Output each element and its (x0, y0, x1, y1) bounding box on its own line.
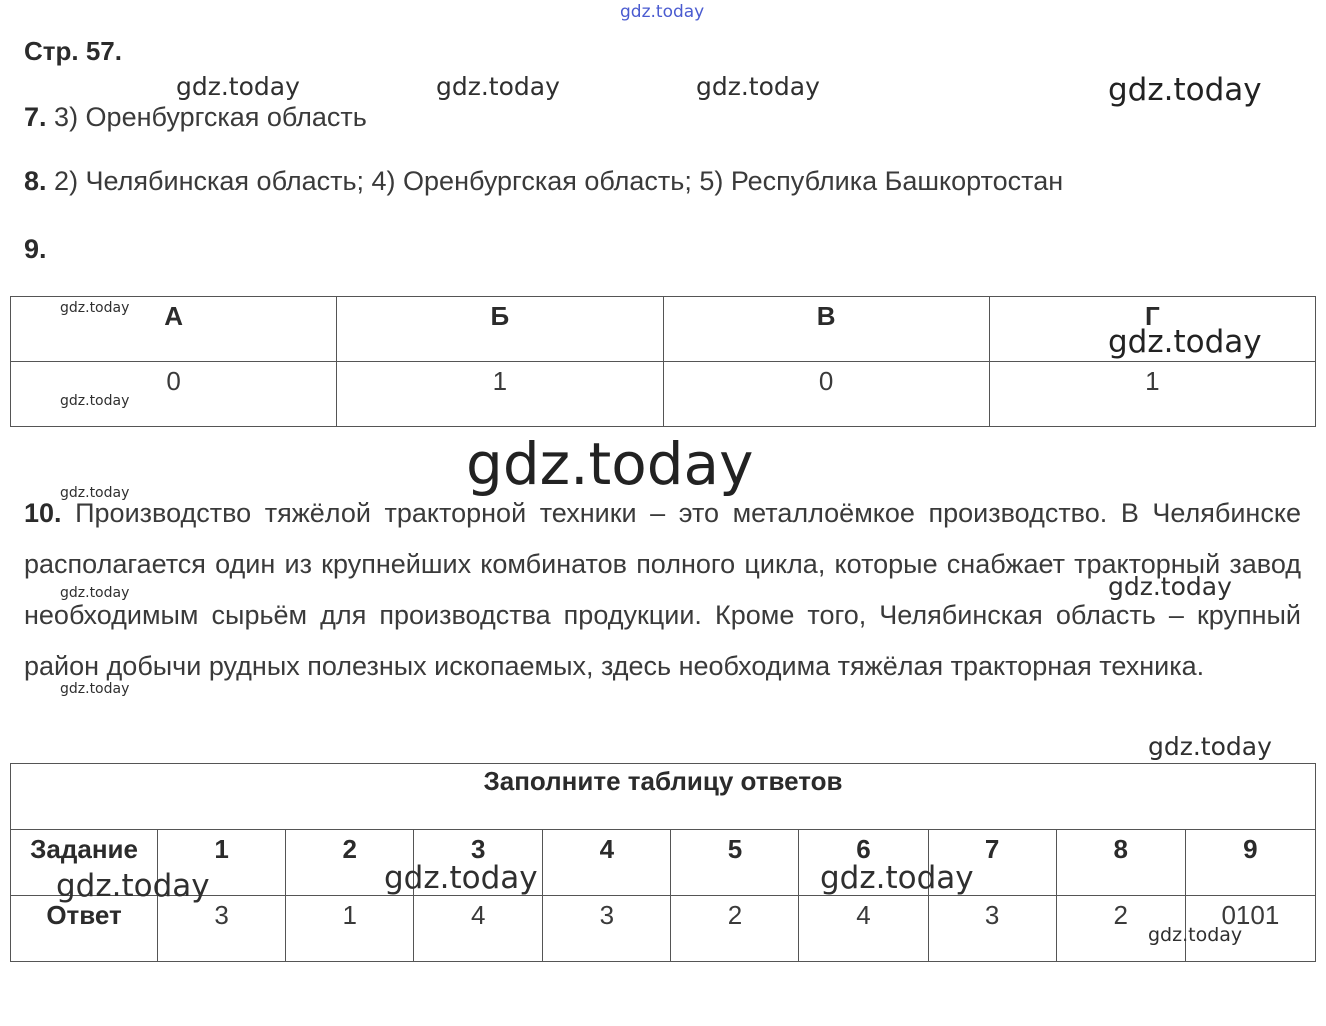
watermark: gdz.today (60, 393, 130, 409)
answer-cell: 1 (286, 896, 414, 962)
task-cell: 5 (671, 830, 799, 896)
answer-8 (24, 166, 1063, 197)
answer-9-value-cell: 0 (663, 362, 989, 427)
answer-cell: 0101 (1185, 896, 1315, 962)
watermark: gdz.today (466, 430, 754, 498)
answer-7-text: 3) Оренбургская область (54, 102, 367, 132)
answer-cell: 3 (928, 896, 1056, 962)
task-cell: 8 (1056, 830, 1185, 896)
answer-9-header-cell: А (11, 297, 337, 362)
answer-9-value-cell: 1 (337, 362, 663, 427)
watermark: gdz.today (1148, 732, 1272, 761)
task-cell: 1 (158, 830, 286, 896)
watermark: gdz.today (60, 681, 130, 697)
watermark: gdz.today (56, 868, 210, 904)
answer-10-number: 10. (24, 498, 62, 528)
watermark: gdz.today (820, 860, 974, 896)
watermark: gdz.today (60, 585, 130, 601)
answer-7-number: 7. (24, 102, 47, 132)
answer-9-table (10, 296, 1316, 427)
answer-table-title-row (11, 764, 1316, 830)
watermark: gdz.today (696, 72, 820, 101)
answer-9-header-cell: Б (337, 297, 663, 362)
task-cell: 7 (928, 830, 1056, 896)
watermark: gdz.today (60, 300, 130, 316)
watermark: gdz.today (1108, 572, 1232, 601)
answer-9-header-cell: Г (989, 297, 1315, 362)
answer-summary-table (10, 763, 1316, 962)
watermark: gdz.today (436, 72, 560, 101)
answer-row-label: Ответ (11, 896, 158, 962)
answer-cell: 2 (671, 896, 799, 962)
answer-8-number: 8. (24, 166, 47, 196)
watermark: gdz.today (384, 860, 538, 896)
answer-9-header-cell: В (663, 297, 989, 362)
watermark: gdz.today (620, 2, 705, 22)
answer-9-number: 9. (24, 234, 47, 264)
task-cell: 6 (799, 830, 928, 896)
answer-cell: 3 (158, 896, 286, 962)
task-cell: 2 (286, 830, 414, 896)
watermark: gdz.today (176, 72, 300, 101)
task-cell: 9 (1185, 830, 1315, 896)
answer-9-value-cell: 1 (989, 362, 1315, 427)
answer-cell: 3 (543, 896, 671, 962)
task-cell: 4 (543, 830, 671, 896)
answer-cell: 2 (1056, 896, 1185, 962)
page-title: Стр. 57. (24, 36, 122, 66)
answer-7 (24, 102, 367, 133)
task-cell: 3 (414, 830, 543, 896)
watermark: gdz.today (1108, 72, 1262, 108)
answer-cell: 4 (799, 896, 928, 962)
answer-table-answer-row (11, 896, 1316, 962)
task-row-label: Задание (11, 830, 158, 896)
answer-cell: 4 (414, 896, 543, 962)
watermark: gdz.today (1108, 324, 1262, 360)
answer-table-title: Заполните таблицу ответов (11, 764, 1316, 830)
watermark: gdz.today (1148, 924, 1243, 946)
watermark: gdz.today (60, 485, 130, 501)
answer-9-value-cell: 0 (11, 362, 337, 427)
answer-10-text: Производство тяжёлой тракторной техники – это металлоёмкое производство. В Челябинске располагается один из крупнейших комбинатов полного цикла, которые снабжает тракторный завод необходимым сырьём для производства продукции. Кроме того, Челябинская область – крупный район добычи рудных полезных ископаемых, здесь необходима тяжёлая тракторная техника. (24, 498, 1301, 681)
answer-8-text: 2) Челябинская область; 4) Оренбургская область; 5) Республика Башкортостан (54, 166, 1064, 196)
answer-9-value-row (11, 362, 1316, 427)
